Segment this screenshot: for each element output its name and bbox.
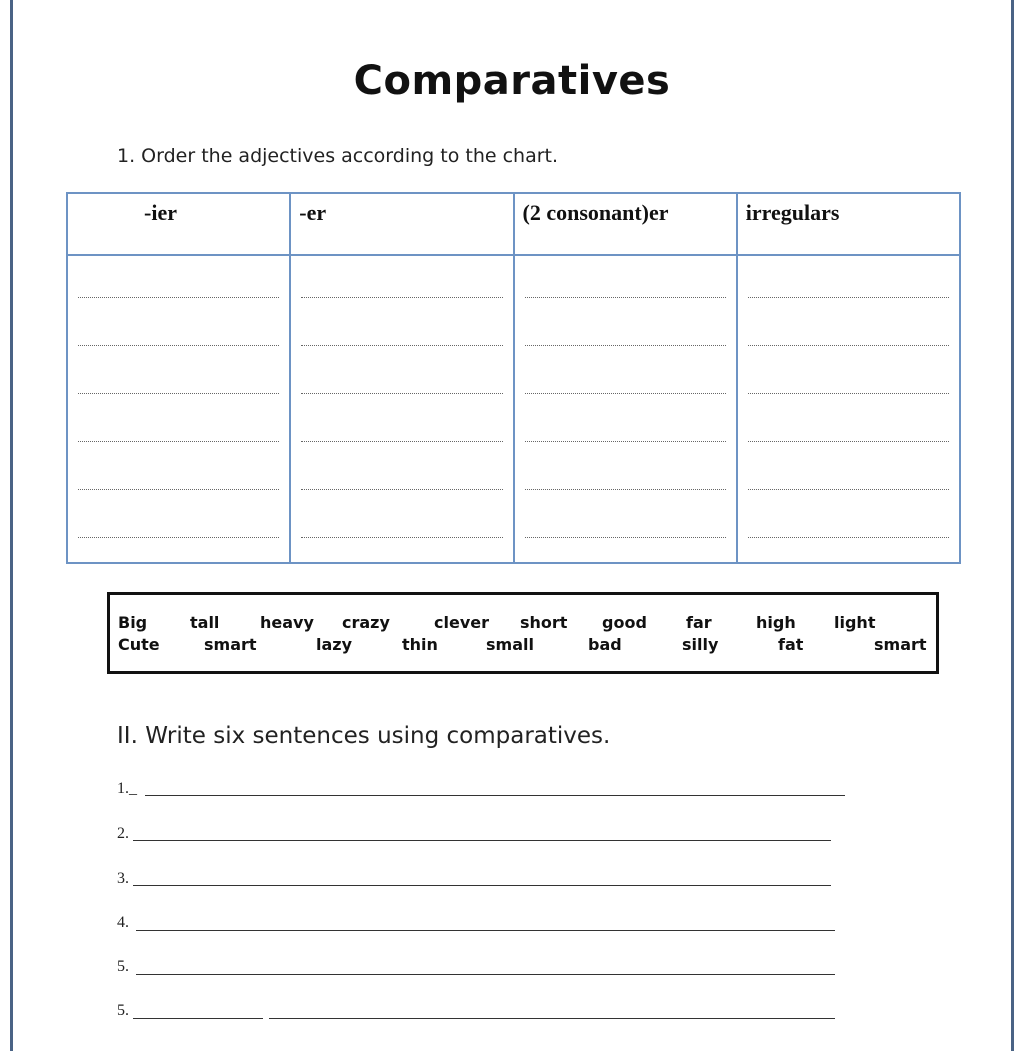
sentence-number: 5. (117, 1002, 129, 1019)
header-ier: -ier (67, 193, 290, 255)
word-bank-word: lazy (316, 635, 353, 654)
dotted-line[interactable] (301, 346, 502, 394)
word-bank-word: smart (204, 635, 257, 654)
word-bank-word: small (486, 635, 534, 654)
dotted-line[interactable] (525, 346, 726, 394)
word-bank-word: far (686, 613, 712, 632)
word-bank-word: short (520, 613, 568, 632)
dotted-line[interactable] (78, 394, 279, 442)
word-bank-word: fat (778, 635, 804, 654)
dotted-line[interactable] (525, 394, 726, 442)
word-bank-word: smart (874, 635, 927, 654)
word-bank-word: heavy (260, 613, 314, 632)
sentence-number: 4. (117, 914, 129, 931)
dotted-line[interactable] (301, 490, 502, 538)
word-bank-word: light (834, 613, 876, 632)
header-er: -er (290, 193, 513, 255)
sentence-line-3[interactable] (133, 885, 831, 886)
column-double-consonant-blanks[interactable] (514, 255, 737, 563)
dotted-line[interactable] (748, 394, 949, 442)
word-bank-word: Big (118, 613, 148, 632)
column-irregulars-blanks[interactable] (737, 255, 960, 563)
sentence-line-1[interactable] (145, 795, 845, 796)
word-bank-word: Cute (118, 635, 160, 654)
word-bank-word: good (602, 613, 647, 632)
header-irregulars: irregulars (737, 193, 960, 255)
dotted-line[interactable] (78, 256, 279, 298)
word-bank-word: high (756, 613, 796, 632)
dotted-line[interactable] (525, 442, 726, 490)
dotted-line[interactable] (748, 490, 949, 538)
dotted-line[interactable] (301, 256, 502, 298)
dotted-line[interactable] (525, 298, 726, 346)
word-bank (107, 592, 939, 674)
sentence-line-2[interactable] (133, 840, 831, 841)
word-bank-word: clever (434, 613, 489, 632)
dotted-line[interactable] (748, 256, 949, 298)
dotted-line[interactable] (78, 298, 279, 346)
word-bank-word: thin (402, 635, 438, 654)
dotted-line[interactable] (748, 298, 949, 346)
sentence-line-6a[interactable] (133, 1018, 263, 1019)
dotted-line[interactable] (525, 490, 726, 538)
dotted-line[interactable] (748, 442, 949, 490)
dotted-line[interactable] (525, 256, 726, 298)
word-bank-word: crazy (342, 613, 390, 632)
sentence-line-4[interactable] (136, 930, 835, 931)
chart-header-row (67, 193, 960, 255)
column-er-blanks[interactable] (290, 255, 513, 563)
dotted-line[interactable] (78, 490, 279, 538)
dotted-line[interactable] (78, 346, 279, 394)
column-ier-blanks[interactable] (67, 255, 290, 563)
dotted-line[interactable] (301, 394, 502, 442)
word-bank-word: tall (190, 613, 220, 632)
dotted-line[interactable] (78, 442, 279, 490)
instruction-1: 1. Order the adjectives according to the chart. (117, 145, 559, 167)
section-2-heading: II. Write six sentences using comparatives. (117, 723, 611, 749)
comparatives-chart (66, 192, 961, 564)
word-bank-word: bad (588, 635, 622, 654)
sentence-number: 5. (117, 958, 129, 975)
sentence-line-6b[interactable] (269, 1018, 835, 1019)
dotted-line[interactable] (748, 346, 949, 394)
word-bank-word: silly (682, 635, 719, 654)
chart-body-row (67, 255, 960, 563)
dotted-line[interactable] (301, 442, 502, 490)
dotted-line[interactable] (301, 298, 502, 346)
sentence-number: 3. (117, 870, 129, 887)
sentence-number: 2. (117, 825, 129, 842)
header-double-consonant: (2 consonant)er (514, 193, 737, 255)
sentence-line-5[interactable] (136, 974, 835, 975)
page-title: Comparatives (353, 58, 671, 104)
sentence-number: 1._ (117, 780, 137, 797)
